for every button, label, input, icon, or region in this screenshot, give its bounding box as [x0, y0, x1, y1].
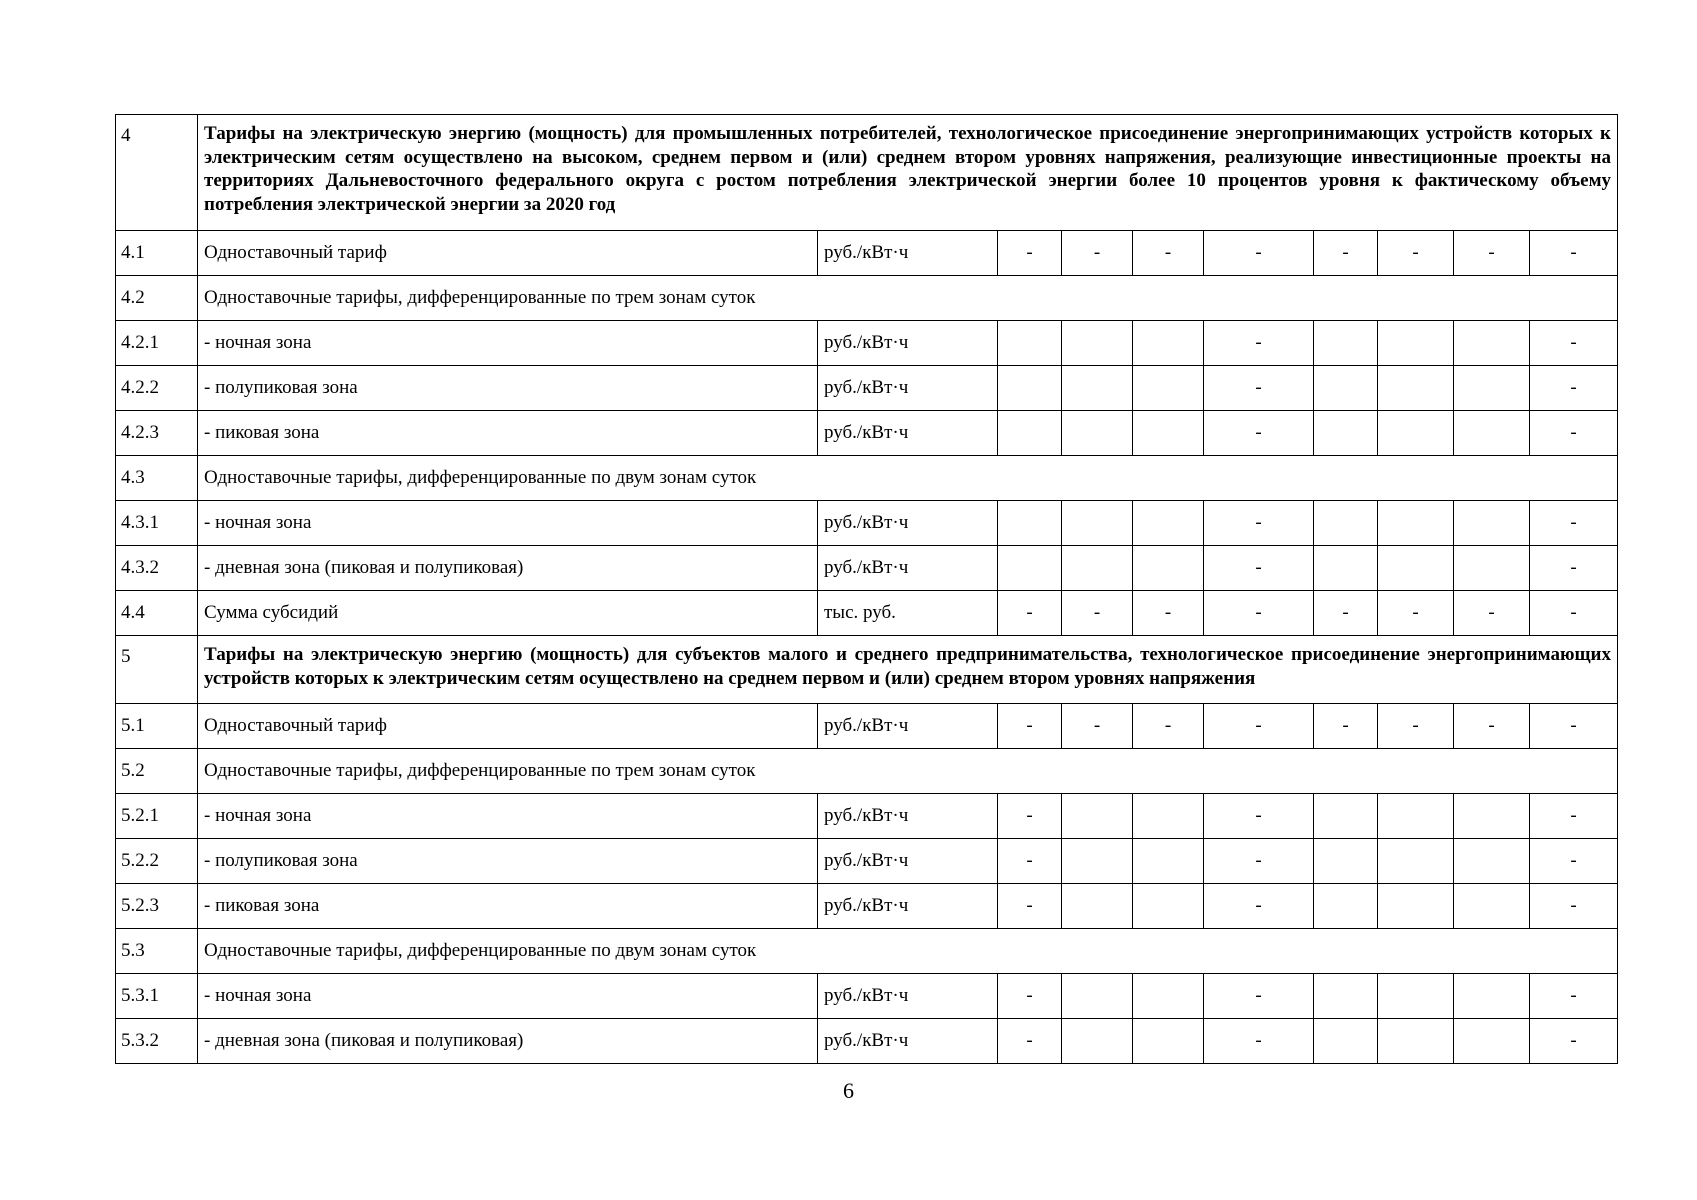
value-cell — [1454, 366, 1530, 411]
value-cell — [1378, 974, 1454, 1019]
value-cell: - — [1314, 591, 1378, 636]
value-cell — [1314, 974, 1378, 1019]
value-cell: - — [1204, 411, 1314, 456]
row-number: 4.3 — [116, 456, 198, 501]
value-cell — [1062, 411, 1133, 456]
value-cell: - — [1454, 704, 1530, 749]
section-heading: Тарифы на электрическую энергию (мощность) для промышленных потребителей, технологическое присоединение энергопринимающих устройств которых к электрическим сетям осуществлено на высоком, среднем первом и (или) среднем втором уровнях напряжения, реализующие инвестиционные проекты на территориях Дальневосточного федерального округа с ростом потребления электрической энергии более 10 процентов уровня к фактическому объему потребления электрической энергии за 2020 год — [198, 115, 1618, 231]
row-unit: руб./кВт·ч — [818, 1019, 998, 1064]
value-cell: - — [1530, 591, 1618, 636]
row-number: 4.3.1 — [116, 501, 198, 546]
row-name: - пиковая зона — [198, 884, 818, 929]
group-row — [116, 749, 1618, 794]
row-number: 5.1 — [116, 704, 198, 749]
table-body — [116, 115, 1618, 1064]
row-number: 5 — [116, 636, 198, 704]
row-unit: руб./кВт·ч — [818, 321, 998, 366]
value-cell: - — [1454, 591, 1530, 636]
value-cell: - — [998, 974, 1062, 1019]
row-name: Одноставочный тариф — [198, 231, 818, 276]
table-row — [116, 974, 1618, 1019]
value-cell: - — [1530, 704, 1618, 749]
row-number: 4.2.2 — [116, 366, 198, 411]
value-cell: - — [1204, 704, 1314, 749]
value-cell — [1062, 546, 1133, 591]
value-cell — [1454, 321, 1530, 366]
table-row — [116, 231, 1618, 276]
table-row — [116, 546, 1618, 591]
value-cell — [1062, 366, 1133, 411]
value-cell — [1454, 884, 1530, 929]
value-cell — [1454, 411, 1530, 456]
row-name: - ночная зона — [198, 321, 818, 366]
value-cell — [1133, 501, 1204, 546]
value-cell: - — [1530, 546, 1618, 591]
row-number: 4.2.1 — [116, 321, 198, 366]
value-cell — [1133, 366, 1204, 411]
value-cell — [1133, 411, 1204, 456]
value-cell: - — [1062, 231, 1133, 276]
value-cell — [998, 411, 1062, 456]
row-unit: руб./кВт·ч — [818, 884, 998, 929]
row-number: 4.4 — [116, 591, 198, 636]
row-unit: руб./кВт·ч — [818, 231, 998, 276]
row-unit: руб./кВт·ч — [818, 501, 998, 546]
value-cell: - — [1062, 591, 1133, 636]
value-cell — [998, 366, 1062, 411]
value-cell — [1133, 794, 1204, 839]
value-cell — [998, 546, 1062, 591]
row-name: - дневная зона (пиковая и полупиковая) — [198, 546, 818, 591]
value-cell — [1133, 546, 1204, 591]
value-cell: - — [1378, 591, 1454, 636]
value-cell — [1133, 884, 1204, 929]
value-cell — [1133, 321, 1204, 366]
value-cell: - — [1204, 366, 1314, 411]
value-cell — [1133, 1019, 1204, 1064]
group-row — [116, 456, 1618, 501]
row-name: - дневная зона (пиковая и полупиковая) — [198, 1019, 818, 1064]
row-number: 4 — [116, 115, 198, 231]
value-cell: - — [1204, 501, 1314, 546]
row-unit: руб./кВт·ч — [818, 366, 998, 411]
value-cell: - — [1204, 546, 1314, 591]
value-cell — [1062, 839, 1133, 884]
value-cell — [1314, 546, 1378, 591]
group-row — [116, 929, 1618, 974]
value-cell — [1133, 974, 1204, 1019]
row-unit: руб./кВт·ч — [818, 839, 998, 884]
row-number: 5.3.1 — [116, 974, 198, 1019]
value-cell: - — [1133, 591, 1204, 636]
value-cell: - — [1378, 231, 1454, 276]
row-name: Одноставочный тариф — [198, 704, 818, 749]
table-row — [116, 321, 1618, 366]
value-cell — [1314, 321, 1378, 366]
value-cell: - — [1530, 501, 1618, 546]
page-number: 6 — [843, 1078, 854, 1103]
row-name: - полупиковая зона — [198, 366, 818, 411]
value-cell: - — [1314, 231, 1378, 276]
value-cell — [1314, 839, 1378, 884]
value-cell: - — [1204, 1019, 1314, 1064]
table-row — [116, 591, 1618, 636]
value-cell — [1314, 501, 1378, 546]
table-row — [116, 884, 1618, 929]
value-cell: - — [998, 1019, 1062, 1064]
value-cell — [1454, 839, 1530, 884]
table-row — [116, 411, 1618, 456]
value-cell — [1062, 1019, 1133, 1064]
tariff-table — [115, 114, 1618, 1064]
table-row — [116, 794, 1618, 839]
row-unit: руб./кВт·ч — [818, 704, 998, 749]
value-cell — [1378, 411, 1454, 456]
table-row — [116, 366, 1618, 411]
value-cell: - — [1133, 704, 1204, 749]
value-cell: - — [1204, 839, 1314, 884]
value-cell — [1062, 794, 1133, 839]
value-cell: - — [1204, 884, 1314, 929]
value-cell — [1378, 366, 1454, 411]
value-cell — [1454, 794, 1530, 839]
row-name: - ночная зона — [198, 974, 818, 1019]
value-cell: - — [1314, 704, 1378, 749]
value-cell: - — [998, 884, 1062, 929]
value-cell: - — [1062, 704, 1133, 749]
value-cell: - — [1530, 366, 1618, 411]
value-cell — [1062, 884, 1133, 929]
group-title: Одноставочные тарифы, дифференцированные по трем зонам суток — [198, 276, 1618, 321]
group-title: Одноставочные тарифы, дифференцированные по трем зонам суток — [198, 749, 1618, 794]
value-cell — [1133, 839, 1204, 884]
value-cell: - — [1204, 974, 1314, 1019]
value-cell — [1314, 794, 1378, 839]
value-cell — [1378, 321, 1454, 366]
value-cell — [1062, 501, 1133, 546]
value-cell — [1378, 501, 1454, 546]
value-cell — [1314, 411, 1378, 456]
value-cell: - — [1530, 884, 1618, 929]
value-cell — [1062, 974, 1133, 1019]
value-cell: - — [1204, 794, 1314, 839]
section-heading: Тарифы на электрическую энергию (мощность) для субъектов малого и среднего предпринимательства, технологическое присоединение энергопринимающих устройств которых к электрическим сетям осуществлено на среднем первом и (или) среднем втором уровнях напряжения — [198, 636, 1618, 704]
table-row — [116, 704, 1618, 749]
value-cell: - — [1530, 794, 1618, 839]
row-number: 4.1 — [116, 231, 198, 276]
value-cell: - — [998, 231, 1062, 276]
value-cell — [1454, 501, 1530, 546]
section-row — [116, 636, 1618, 704]
table-row — [116, 501, 1618, 546]
value-cell — [1454, 546, 1530, 591]
row-number: 5.3 — [116, 929, 198, 974]
row-number: 5.2.1 — [116, 794, 198, 839]
row-number: 5.2.2 — [116, 839, 198, 884]
value-cell: - — [1204, 321, 1314, 366]
value-cell: - — [998, 794, 1062, 839]
value-cell — [1378, 884, 1454, 929]
table-row — [116, 1019, 1618, 1064]
row-name: - полупиковая зона — [198, 839, 818, 884]
value-cell: - — [1454, 231, 1530, 276]
value-cell: - — [1530, 839, 1618, 884]
value-cell: - — [998, 839, 1062, 884]
group-row — [116, 276, 1618, 321]
row-number: 5.2 — [116, 749, 198, 794]
value-cell: - — [1530, 321, 1618, 366]
value-cell: - — [998, 591, 1062, 636]
section-row — [116, 115, 1618, 231]
value-cell — [998, 321, 1062, 366]
row-name: Сумма субсидий — [198, 591, 818, 636]
value-cell: - — [1378, 704, 1454, 749]
value-cell — [1454, 1019, 1530, 1064]
row-number: 5.2.3 — [116, 884, 198, 929]
value-cell — [998, 501, 1062, 546]
value-cell — [1378, 1019, 1454, 1064]
group-title: Одноставочные тарифы, дифференцированные по двум зонам суток — [198, 456, 1618, 501]
value-cell: - — [1204, 591, 1314, 636]
value-cell: - — [1530, 974, 1618, 1019]
group-title: Одноставочные тарифы, дифференцированные по двум зонам суток — [198, 929, 1618, 974]
value-cell: - — [998, 704, 1062, 749]
row-unit: руб./кВт·ч — [818, 546, 998, 591]
value-cell — [1314, 366, 1378, 411]
row-unit: тыс. руб. — [818, 591, 998, 636]
row-unit: руб./кВт·ч — [818, 411, 998, 456]
value-cell — [1378, 794, 1454, 839]
row-name: - ночная зона — [198, 501, 818, 546]
value-cell — [1378, 839, 1454, 884]
value-cell: - — [1530, 1019, 1618, 1064]
row-unit: руб./кВт·ч — [818, 974, 998, 1019]
value-cell — [1378, 546, 1454, 591]
value-cell — [1314, 1019, 1378, 1064]
value-cell — [1062, 321, 1133, 366]
table-row — [116, 839, 1618, 884]
value-cell — [1454, 974, 1530, 1019]
row-number: 4.2 — [116, 276, 198, 321]
row-number: 4.3.2 — [116, 546, 198, 591]
value-cell: - — [1204, 231, 1314, 276]
value-cell — [1314, 884, 1378, 929]
row-name: - пиковая зона — [198, 411, 818, 456]
value-cell: - — [1133, 231, 1204, 276]
row-name: - ночная зона — [198, 794, 818, 839]
row-number: 4.2.3 — [116, 411, 198, 456]
row-unit: руб./кВт·ч — [818, 794, 998, 839]
value-cell: - — [1530, 411, 1618, 456]
row-number: 5.3.2 — [116, 1019, 198, 1064]
value-cell: - — [1530, 231, 1618, 276]
